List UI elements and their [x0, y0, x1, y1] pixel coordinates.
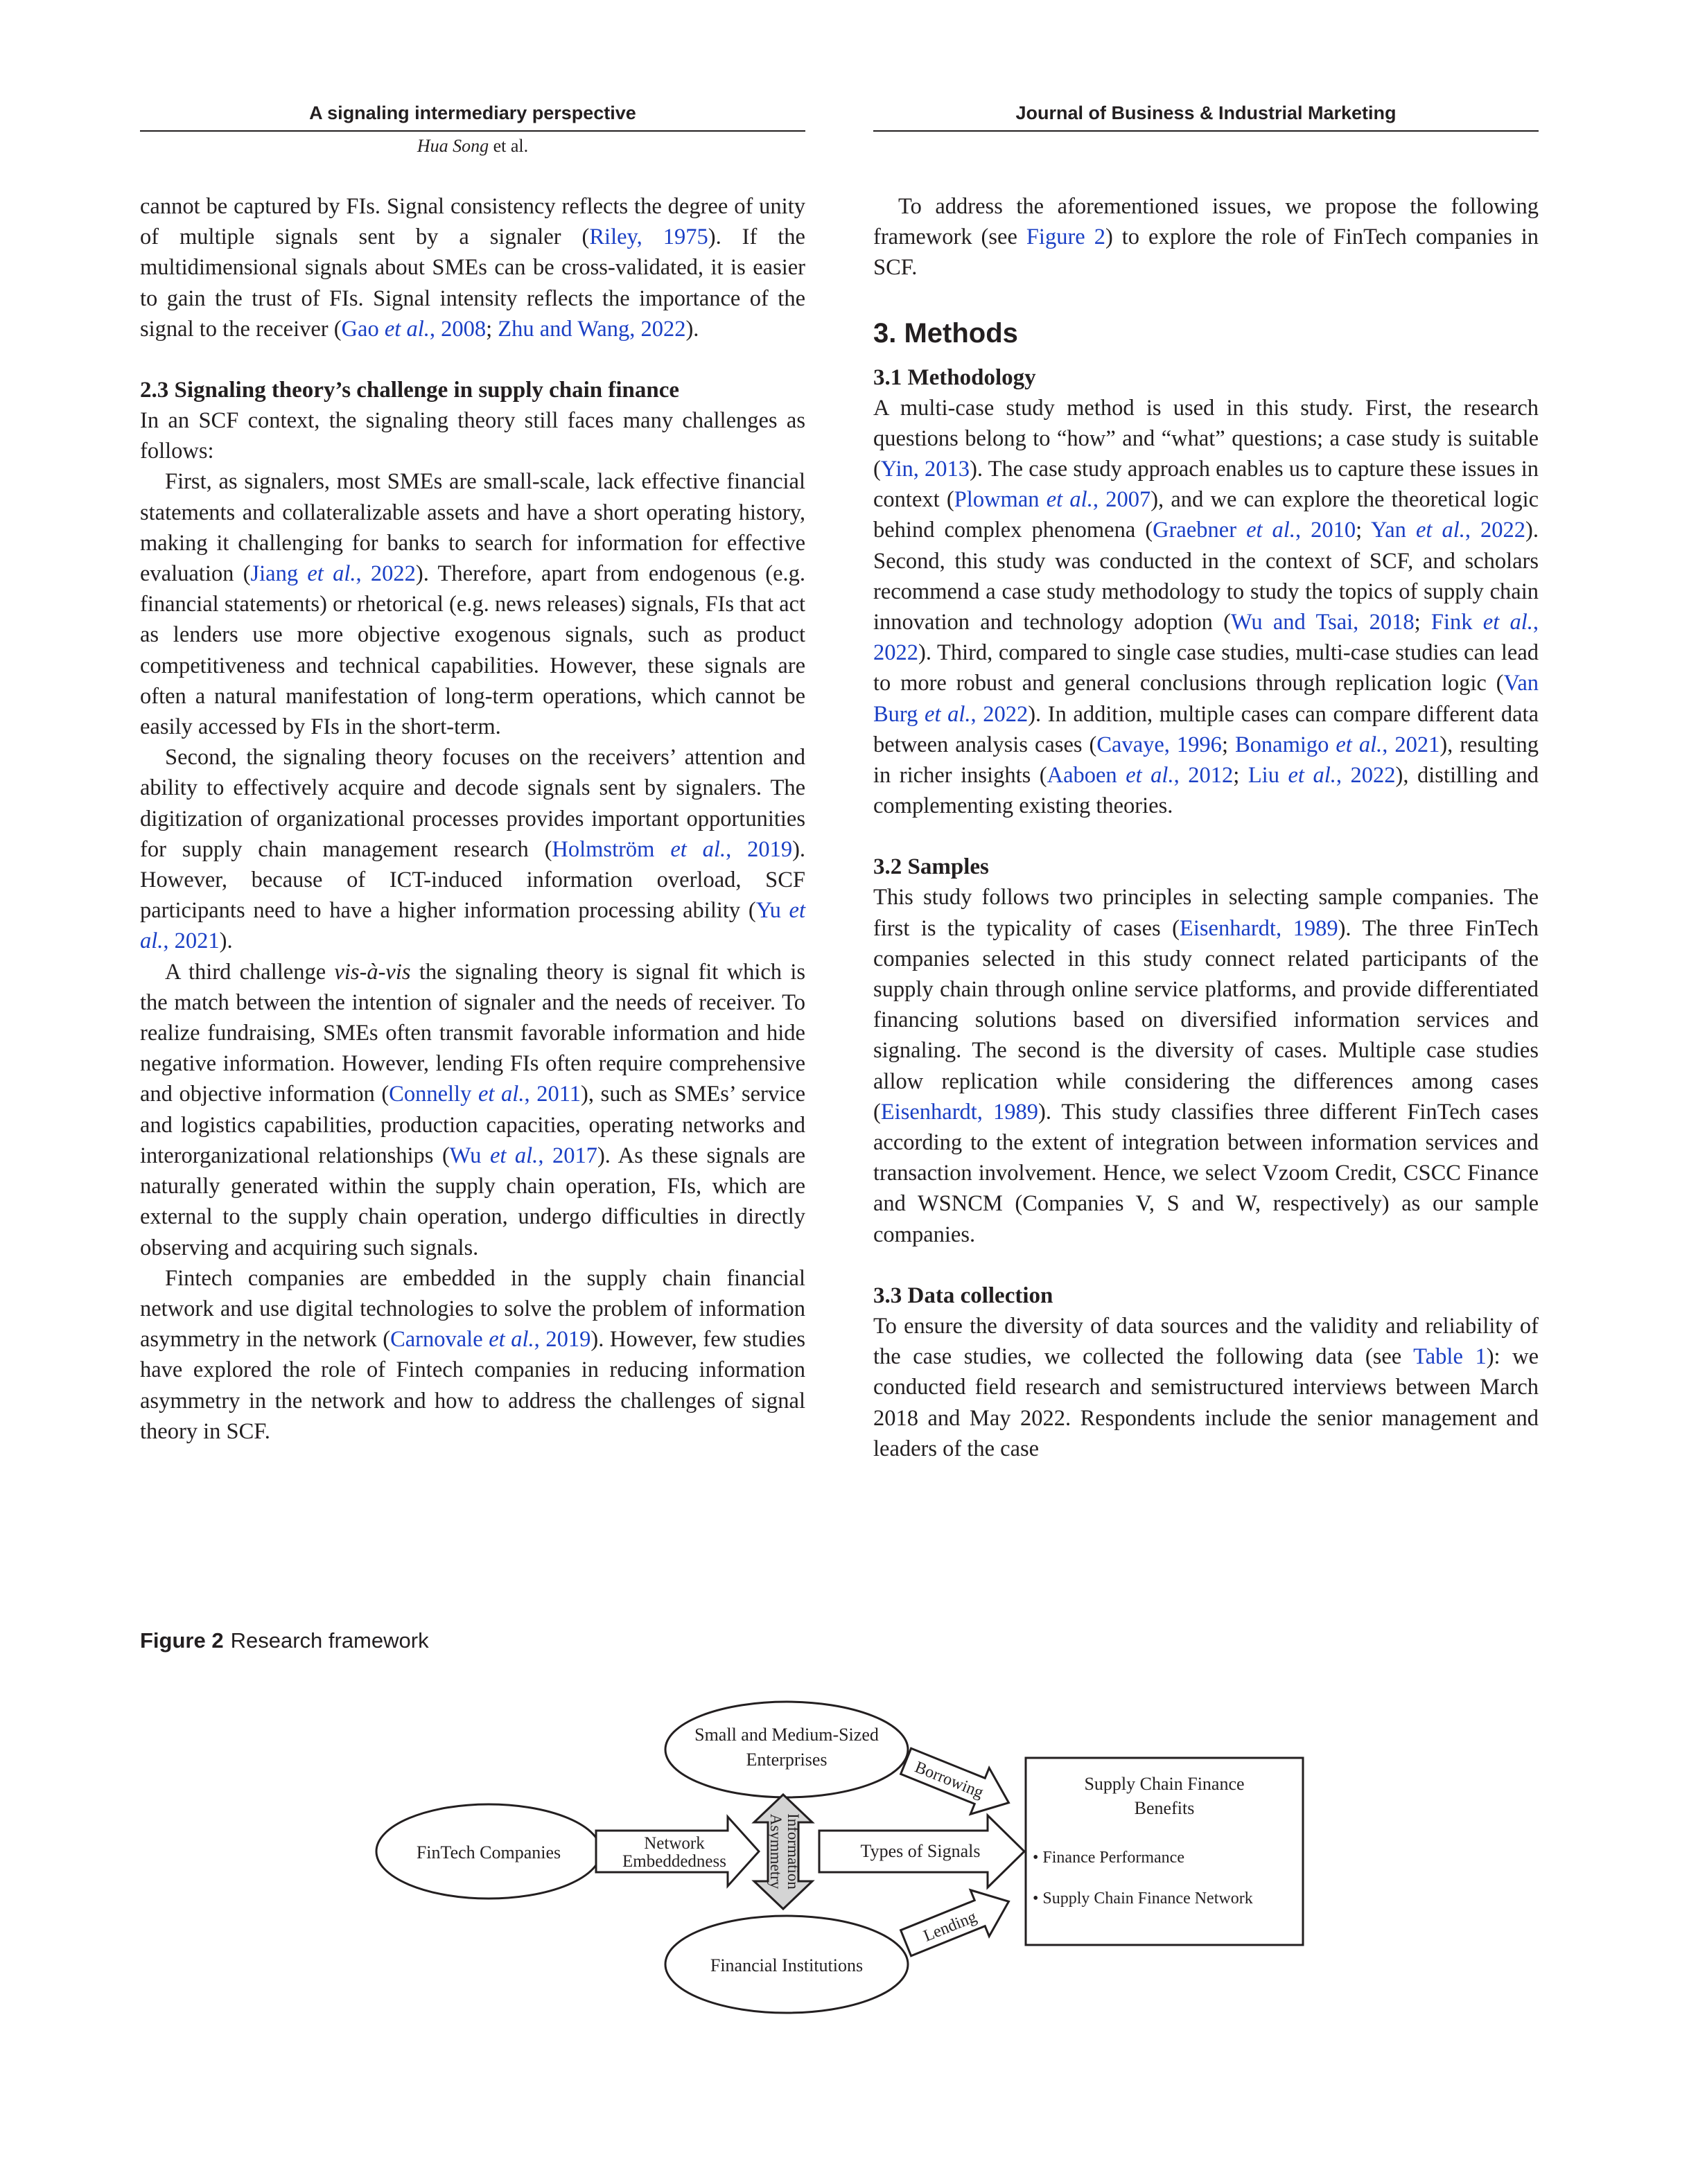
- paragraph-fintech-companies: Fintech companies are embedded in the supply chain financial network and use digital technologies to solve the problem of information asymmetry in the network (Carnovale et al., 2019). However, few studies have explored the role of Fintech companies in reducing information asymmetry in the network and how to address the challenges of signal theory in SCF.: [140, 1265, 806, 1444]
- figure-caption-text: Research framework: [230, 1628, 429, 1653]
- paragraph-second-challenge: Second, the signaling theory focuses on the receivers’ attention and ability to effectively acquire and decode signals sent by signalers. The digitization of organizational processes provides important opportunities for supply chain management research (Holmström et al., 2019). However, because of ICT-induced information overload, SCF participants need to have a higher information processing ability (Yu et al., 2021).: [140, 745, 806, 954]
- smes-label-line2: Enterprises: [746, 1750, 828, 1770]
- paragraph-signal-consistency: cannot be captured by FIs. Signal consistency reflects the degree of unity of multiple signals sent by a signaler (Riley, 1975). If the multidimensional signals about SMEs can be cross-validated, it is easier to gain the trust of FIs. Signal intensity reflects the importance of the signal to the receiver (Gao et al., 2008; Zhu and Wang, 2022).: [140, 194, 805, 342]
- section-heading-3-2: 3.2 Samples: [873, 854, 989, 880]
- fintech-label: FinTech Companies: [416, 1842, 561, 1862]
- scf-benefits-title-line1: Supply Chain Finance: [1084, 1774, 1245, 1794]
- finance-performance-bullet: • Finance Performance: [1033, 1849, 1184, 1867]
- borrowing-label: Borrowing: [912, 1758, 986, 1802]
- paragraph-third-challenge: A third challenge vis-à-vis the signaling theory is signal fit which is the match between the intention of signaler and the needs of receiver. To realize fundraising, SMEs often transmit favorable information and hide negative information. However, lending FIs often require comprehensive and objective information (Connelly et al., 2011), such as SMEs’ service and logistics capabilities, production capacities, operating networks and interorganizational relationships (Wu et al., 2017). As these signals are naturally generated within the supply chain operation, FIs, which are external to the supply chain operation, undergo difficulties in directly observing and acquiring such signals.: [140, 959, 805, 1260]
- paragraph-data-collection: To ensure the diversity of data sources and the validity and reliability of the case studies, we collected the following data (see Table 1): we conducted field research and semistructured interviews between March 2018 and May 2022. Respondents include the senior management and leaders of the case: [873, 1313, 1539, 1461]
- section-heading-3-1: 3.1 Methodology: [873, 364, 1036, 390]
- figure-label: Figure 2: [140, 1628, 224, 1653]
- section-heading-3-3: 3.3 Data collection: [873, 1283, 1053, 1308]
- smes-label-line1: Small and Medium-Sized: [694, 1725, 879, 1745]
- information-asymmetry-label-line2: Asymmetry: [767, 1813, 785, 1890]
- paragraph-methodology: A multi-case study method is used in this study. First, the research questions belong to “how” and “what” questions; a case study is suitable (Yin, 2013). The case study approach enables us to capture these issues in context (Plowman et al., 2007), and we can explore the theoretical logic behind complex phenomena (Graebner et al., 2010; Yan et al., 2022). Second, this study was conducted in the context of SCF, and scholars recommend a case study methodology to study the topics of supply chain innovation and technology adoption (Wu and Tsai, 2018; Fink et al., 2022). Third, compared to single case studies, multi-case studies can lead to more robust and general conclusions through replication logic (Van Burg et al., 2022). In addition, multiple cases can compare different data between analysis cases (Cavaye, 1996; Bonamigo et al., 2021), resulting in richer insights (Aaboen et al., 2012; Liu et al., 2022), distilling and complementing existing theories.: [873, 395, 1539, 819]
- financial-institutions-label: Financial Institutions: [710, 1955, 864, 1975]
- network-embeddedness-label-line1: Network: [644, 1834, 705, 1853]
- section-heading-methods: 3. Methods: [873, 317, 1018, 349]
- scf-benefits-title-line2: Benefits: [1134, 1798, 1195, 1818]
- paragraph-scf-context: In an SCF context, the signaling theory still faces many challenges as follows:: [140, 408, 805, 464]
- lending-label: Lending: [920, 1908, 979, 1946]
- paragraph-samples: This study follows two principles in selecting sample companies. The first is the typicality of cases (Eisenhardt, 1989). The three FinTech companies selected in this study connect related participants of the supply chain through online service platforms, and provide differentiated financing solutions based on diversified information services and signaling. The second is the diversity of cases. Multiple case studies allow replication while considering the differences among cases (Eisenhardt, 1989). This study classifies three different FinTech cases according to the extent of integration between information services and transaction involvement. Hence, we select Vzoom Credit, CSCC Finance and WSNCM (Companies V, S and W, respectively) as our sample companies.: [873, 885, 1539, 1247]
- information-asymmetry-label-line1: Information: [785, 1813, 802, 1890]
- paragraph-framework-intro: To address the aforementioned issues, we propose the following framework (see Figure 2) to explore the role of FinTech companies in SCF.: [873, 194, 1539, 281]
- scf-network-bullet: • Supply Chain Finance Network: [1033, 1890, 1253, 1908]
- right-column: [873, 191, 1539, 1464]
- header-rule-left: [140, 130, 805, 132]
- header-rule-right: [873, 130, 1539, 132]
- author-line: Hua Song et al.: [417, 136, 529, 156]
- network-embeddedness-label-line2: Embeddedness: [622, 1852, 726, 1871]
- running-title-left: A signaling intermediary perspective: [309, 103, 636, 123]
- research-framework-diagram: [367, 1670, 1310, 2030]
- paragraph-first-challenge: First, as signalers, most SMEs are small-scale, lack effective financial statements and collateralizable assets and have a short operating history, making it challenging for banks to search for information for effective evaluation (Jiang et al., 2022). Therefore, apart from endogenous (e.g. financial statements) or rhetorical (e.g. news releases) signals, FIs that act as lenders use more objective exogenous signals, such as product competitiveness and technical capabilities. However, these signals are often a natural manifestation of long-term operations, which cannot be easily accessed by FIs in the short-term.: [140, 469, 805, 740]
- types-of-signals-label: Types of Signals: [860, 1841, 981, 1861]
- journal-title: Journal of Business & Industrial Marketing: [1015, 103, 1397, 123]
- left-column: [140, 191, 805, 1447]
- section-heading-2-3: 2.3 Signaling theory’s challenge in supply chain finance: [140, 378, 680, 403]
- figure-caption: [140, 1628, 429, 1653]
